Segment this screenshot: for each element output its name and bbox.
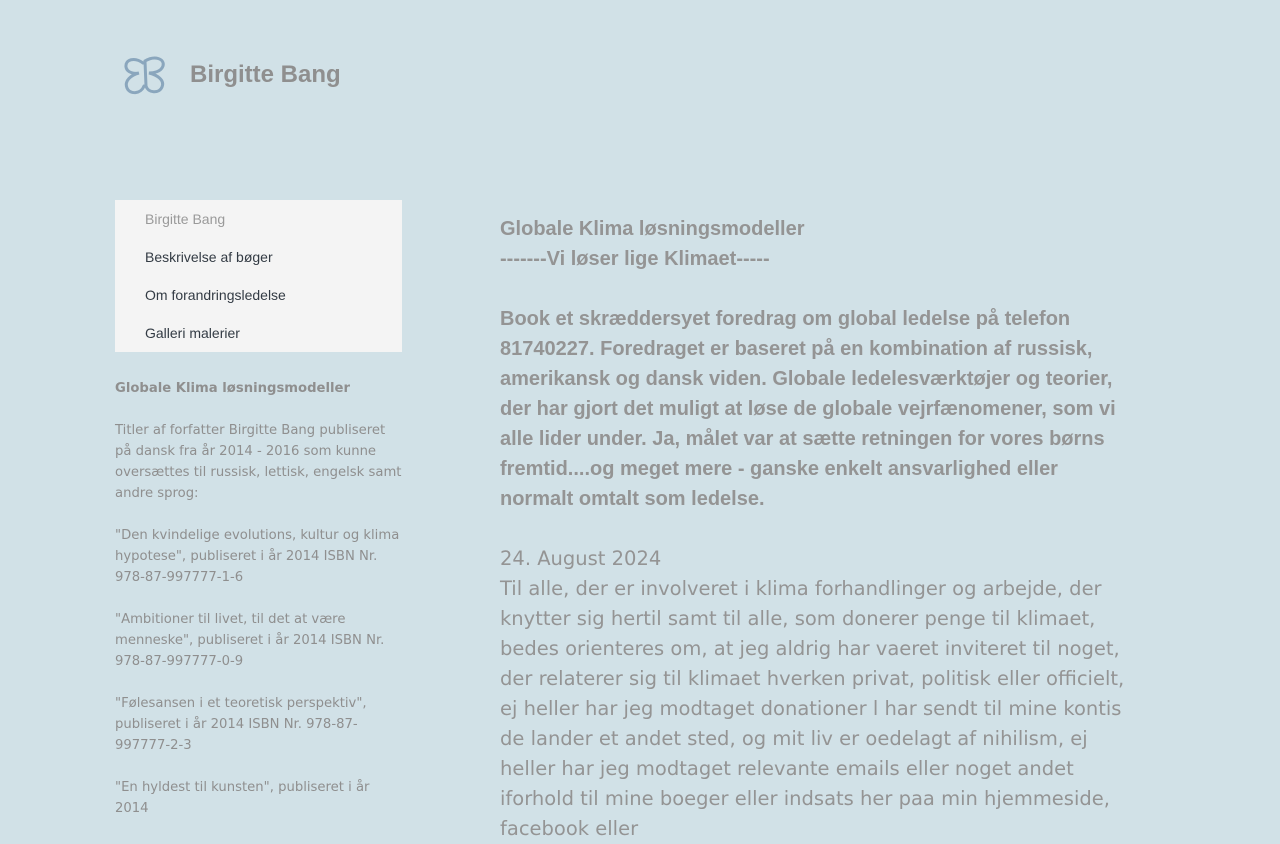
sidebar-heading: Globale Klima løsningsmodeller [115, 381, 350, 396]
sidebar-book-entry: "Ambitioner til livet, til det at være menneske", publiseret i år 2014 ISBN Nr. 978-87-997777-0-9 [115, 612, 385, 669]
sidebar-book-entry: "En hyldest til kunsten", publiseret i år 2014 [115, 780, 370, 816]
page-title: Globale Klima løsningsmodeller [500, 218, 805, 240]
sidebar-book-entry: "Følesansen i et teoretisk perspektiv", publiseret i år 2014 ISBN Nr. 978-87-997777-2-3 [115, 696, 367, 753]
bb-monogram-icon[interactable] [115, 45, 175, 105]
sidebar [115, 378, 405, 840]
sidebar-intro-paragraph: Titler af forfatter Birgitte Bang publiseret på dansk fra år 2014 - 2016 som kunne oversættes til russisk, lettisk, engelsk samt andre sprog: [115, 423, 402, 501]
page-subtitle: -------Vi løser lige Klimaet----- [500, 248, 770, 270]
site-title[interactable]: Birgitte Bang [190, 61, 341, 88]
main-content [500, 214, 1130, 844]
nav-item-beskrivelse-af-boeger[interactable]: Beskrivelse af bøger [145, 249, 273, 265]
nav-item-birgitte-bang[interactable]: Birgitte Bang [145, 211, 226, 227]
site-header [115, 40, 341, 110]
nav-item-om-forandringsledelse[interactable]: Om forandringsledelse [145, 287, 286, 303]
post-date: 24. August 2024 [500, 547, 662, 570]
nav-item-galleri-malerier[interactable]: Galleri malerier [145, 325, 240, 341]
intro-paragraph: Book et skræddersyet foredrag om global ledelse på telefon 81740227. Foredraget er baseret på en kombination af russisk, amerikansk og dansk viden. Globale ledelesværktøjer og teorier, der har gjort det muligt at løse de globale vejrfænomener, som vi alle lider under. Ja, målet var at sætte retningen for vores børns fremtid....og meget mere - ganske enkelt ansvarlighed eller normalt omtalt som ledelse. [500, 308, 1116, 510]
main-navigation [115, 200, 402, 352]
sidebar-book-entry: "Den kvindelige evolutions, kultur og klima hypotese", publiseret i år 2014 ISBN Nr. 978-87-997777-1-6 [115, 528, 400, 585]
body-paragraph: Til alle, der er involveret i klima forhandlinger og arbejde, der knytter sig hertil samt til alle, som donerer penge til klimaet, bedes orienteres om, at jeg aldrig har vaeret inviteret til noget, der relaterer sig til klimaet hverken privat, politisk eller officielt, ej heller har jeg modtaget donationer l har sendt til mine kontis de lander et andet sted, og mit liv er oedelagt af nihilism, ej heller har jeg modtaget relevante emails eller noget andet iforhold til mine boeger eller indsats her paa min hjemmeside, facebook eller [500, 577, 1125, 840]
